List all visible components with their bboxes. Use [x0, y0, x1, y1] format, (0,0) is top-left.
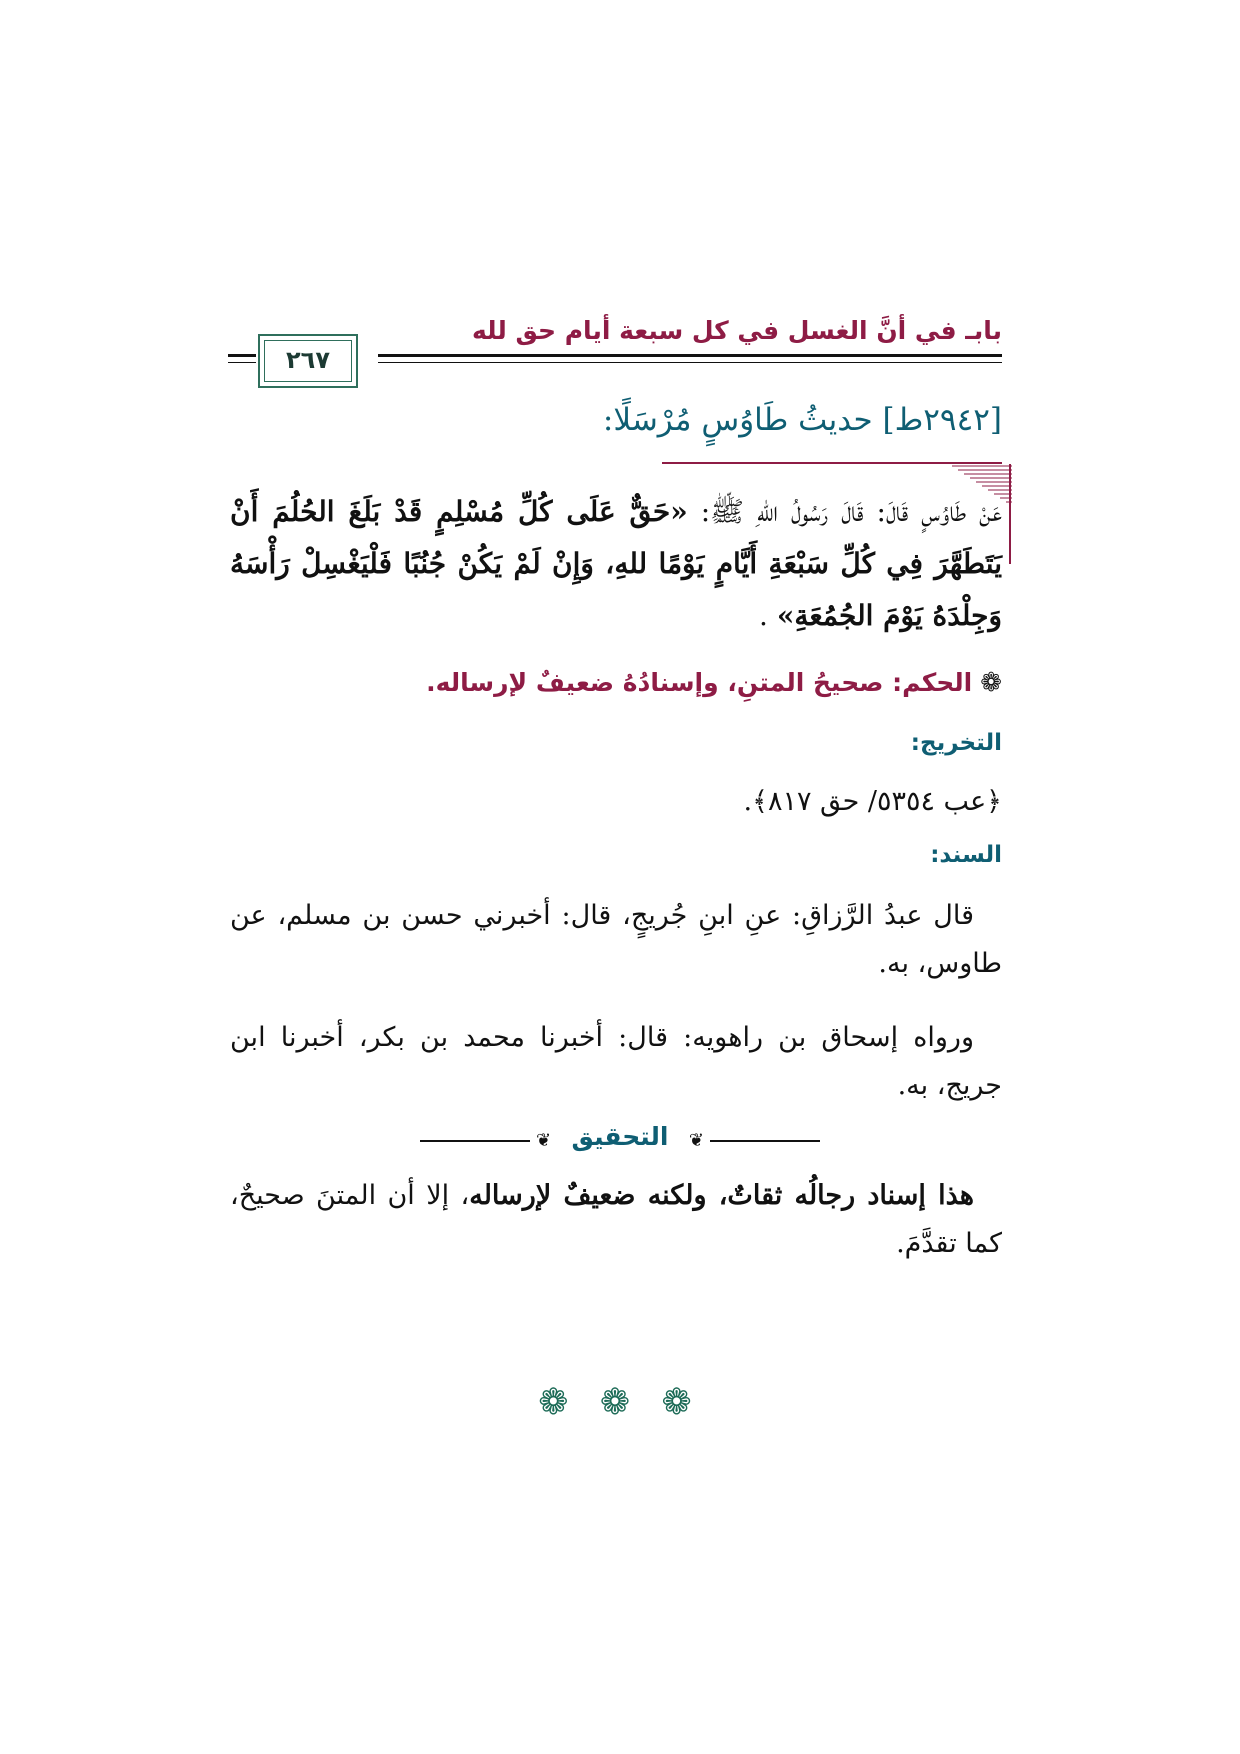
- tahqiq-divider: [420, 1120, 820, 1160]
- divider-rule-right: [710, 1140, 820, 1142]
- takhrij-refs: ﴿عب ٥٣٥٤/ حق ٨١٧﴾.: [743, 786, 1002, 817]
- chapter-title: بابـ في أنَّ الغسل في كل سبعة أيام حق لله: [472, 316, 1002, 345]
- end-ornament-icon: ❁ ❁ ❁: [538, 1382, 702, 1423]
- hadith-text: [230, 486, 1002, 642]
- page-number: ٢٦٧: [286, 346, 330, 374]
- hadith-end: .: [759, 599, 777, 632]
- sanad-paragraph-2: ورواه إسحاق بن راهويه: قال: أخبرنا محمد بن بكر، أخبرنا ابن جريج، به.: [230, 1022, 1002, 1101]
- header-rule-left-thin: [228, 362, 256, 363]
- hadith-intro: عَنْ طَاوُسٍ قَالَ: قَالَ رَسُولُ اللهِ ﷺ:: [687, 495, 1003, 528]
- flower-ornament-icon: ❁: [980, 668, 1002, 698]
- scroll-ornament-icon: ❦: [536, 1130, 552, 1151]
- header-rule-right-thin: [378, 362, 1002, 363]
- sanad-paragraph-1: قال عبدُ الرَّزاقِ: عنِ ابنِ جُريجٍ، قال: أخبرني حسن بن مسلم، عن طاوس، به.: [230, 900, 1002, 979]
- verdict-bold: هذا إسناد رجالُه ثقاتٌ، ولكنه ضعيفٌ لإرساله: [469, 1180, 974, 1211]
- hadith-matn: «حَقٌّ عَلَى كُلِّ مُسْلِمٍ قَدْ بَلَغَ الحُلُمَ أَنْ يَتَطَهَّرَ فِي كُلِّ سَبْعَةِ أَيَّامٍ يَوْمًا للهِ، وَإِنْ لَمْ يَكُنْ جُنُبًا فَلْيَغْسِلْ رَأْسَهُ وَجِلْدَهُ يَوْمَ الجُمُعَةِ»: [230, 495, 1002, 632]
- tahqiq-label: التحقيق: [571, 1122, 669, 1151]
- verdict-rest: ، إلا أن المتنَ صحيحٌ، كما تقدَّمَ.: [230, 1180, 1002, 1259]
- tahqiq-verdict: [230, 1172, 1002, 1268]
- header-rule-right: [378, 354, 1002, 357]
- header-rule-left: [228, 354, 256, 357]
- ruling-text: الحكم: صحيحُ المتنِ، وإسنادُهُ ضعيفٌ لإرساله.: [426, 668, 973, 697]
- scroll-ornament-icon: ❦: [688, 1130, 704, 1151]
- takhrij-label: التخريج:: [910, 730, 1002, 756]
- page-number-frame: [258, 334, 358, 388]
- sanad-label: السند:: [930, 842, 1002, 868]
- hadith-heading: [٢٩٤٢ط] حديثُ طَاوُسٍ مُرْسَلًا:: [602, 402, 1002, 438]
- ruling: [426, 668, 1002, 698]
